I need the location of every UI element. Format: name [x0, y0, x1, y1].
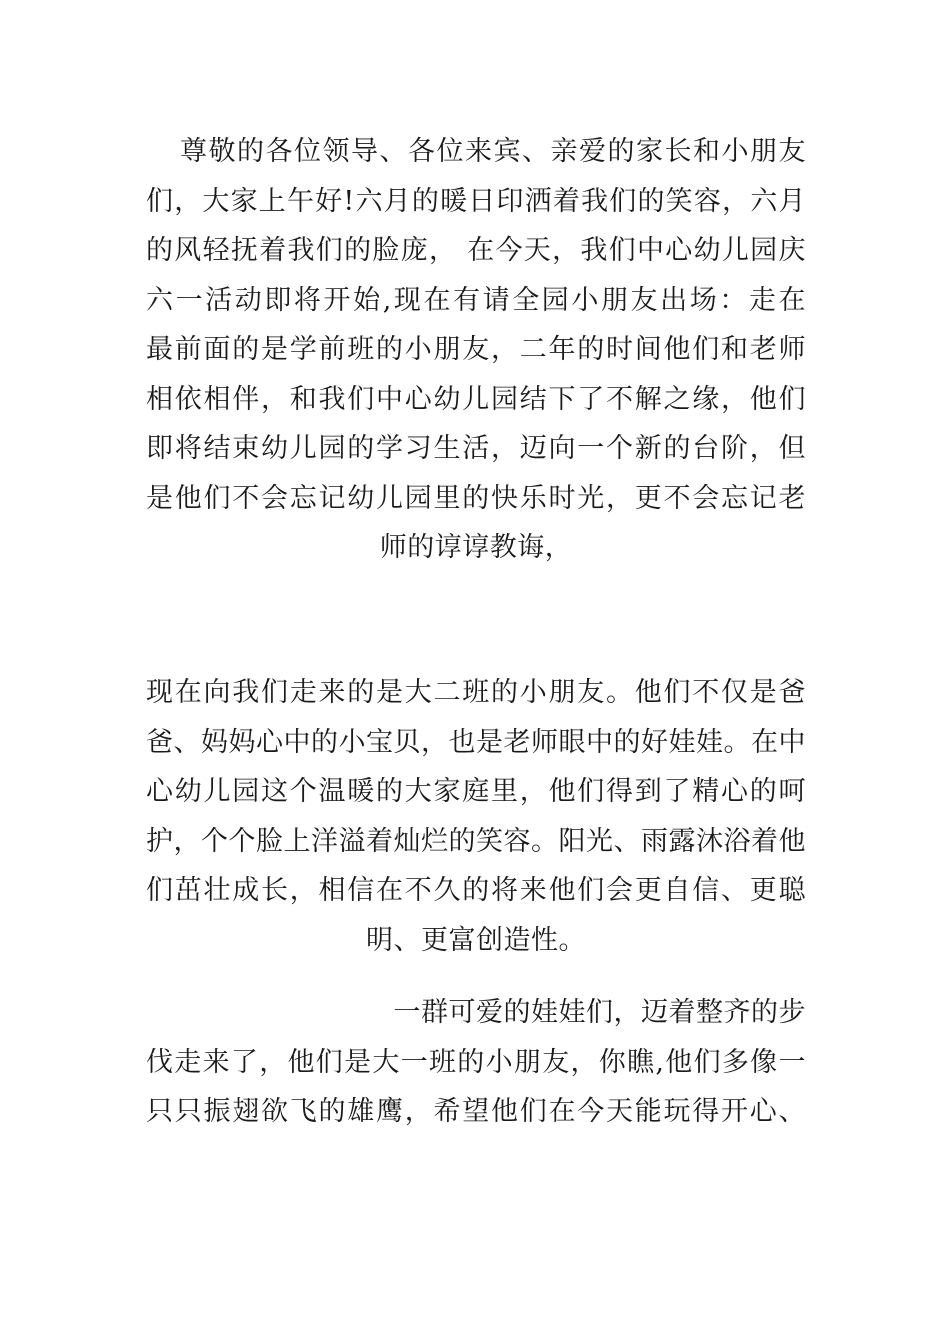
text-line: 尊敬的各位领导、各位来宾、亲爱的家长和小朋友 [180, 136, 806, 167]
text-line: 伐走来了，他们是大一班的小朋友，你瞧,他们多像一 [146, 1046, 806, 1078]
text-line: 最前面的是学前班的小朋友，二年的时间他们和老师 [146, 334, 806, 365]
text-line: 是他们不会忘记幼儿园里的快乐时光，更不会忘记老 [146, 482, 806, 514]
text-line: 明、更富创造性。 [366, 924, 586, 956]
text-line: 即将结束幼儿园的学习生活，迈向一个新的台阶，但 [146, 433, 806, 464]
text-line: 心幼儿园这个温暖的大家庭里，他们得到了精心的呵 [146, 776, 806, 807]
text-line: 现在向我们走来的是大二班的小朋友。他们不仅是爸 [146, 677, 806, 708]
paragraph-opening [146, 127, 806, 573]
text-line: 六一活动即将开始,现在有请全园小朋友出场：走在 [146, 284, 806, 316]
text-line: 们茁壮成长，相信在不久的将来他们会更自信、更聪 [146, 875, 806, 906]
paragraph-da-yi-ban [146, 988, 806, 1137]
paragraph-da-er-ban [146, 668, 806, 965]
text-line: 爸、妈妈心中的小宝贝，也是老师眼中的好娃娃。在中 [146, 726, 806, 758]
text-line: 相依相伴，和我们中心幼儿园结下了不解之缘，他们 [146, 383, 806, 415]
text-line: 们，大家上午好!六月的暖日印洒着我们的笑容，六月 [146, 185, 806, 217]
text-line: 一群可爱的娃娃们，迈着整齐的步 [393, 997, 806, 1028]
text-line: 师的谆谆教诲， [379, 532, 573, 563]
text-line: 护，个个脸上洋溢着灿烂的笑容。阳光、雨露沐浴着他 [146, 825, 806, 857]
text-line: 的风轻抚着我们的脸庞， 在今天，我们中心幼儿园庆 [146, 235, 806, 266]
text-line: 只只振翅欲飞的雄鹰，希望他们在今天能玩得开心、 [146, 1096, 806, 1127]
